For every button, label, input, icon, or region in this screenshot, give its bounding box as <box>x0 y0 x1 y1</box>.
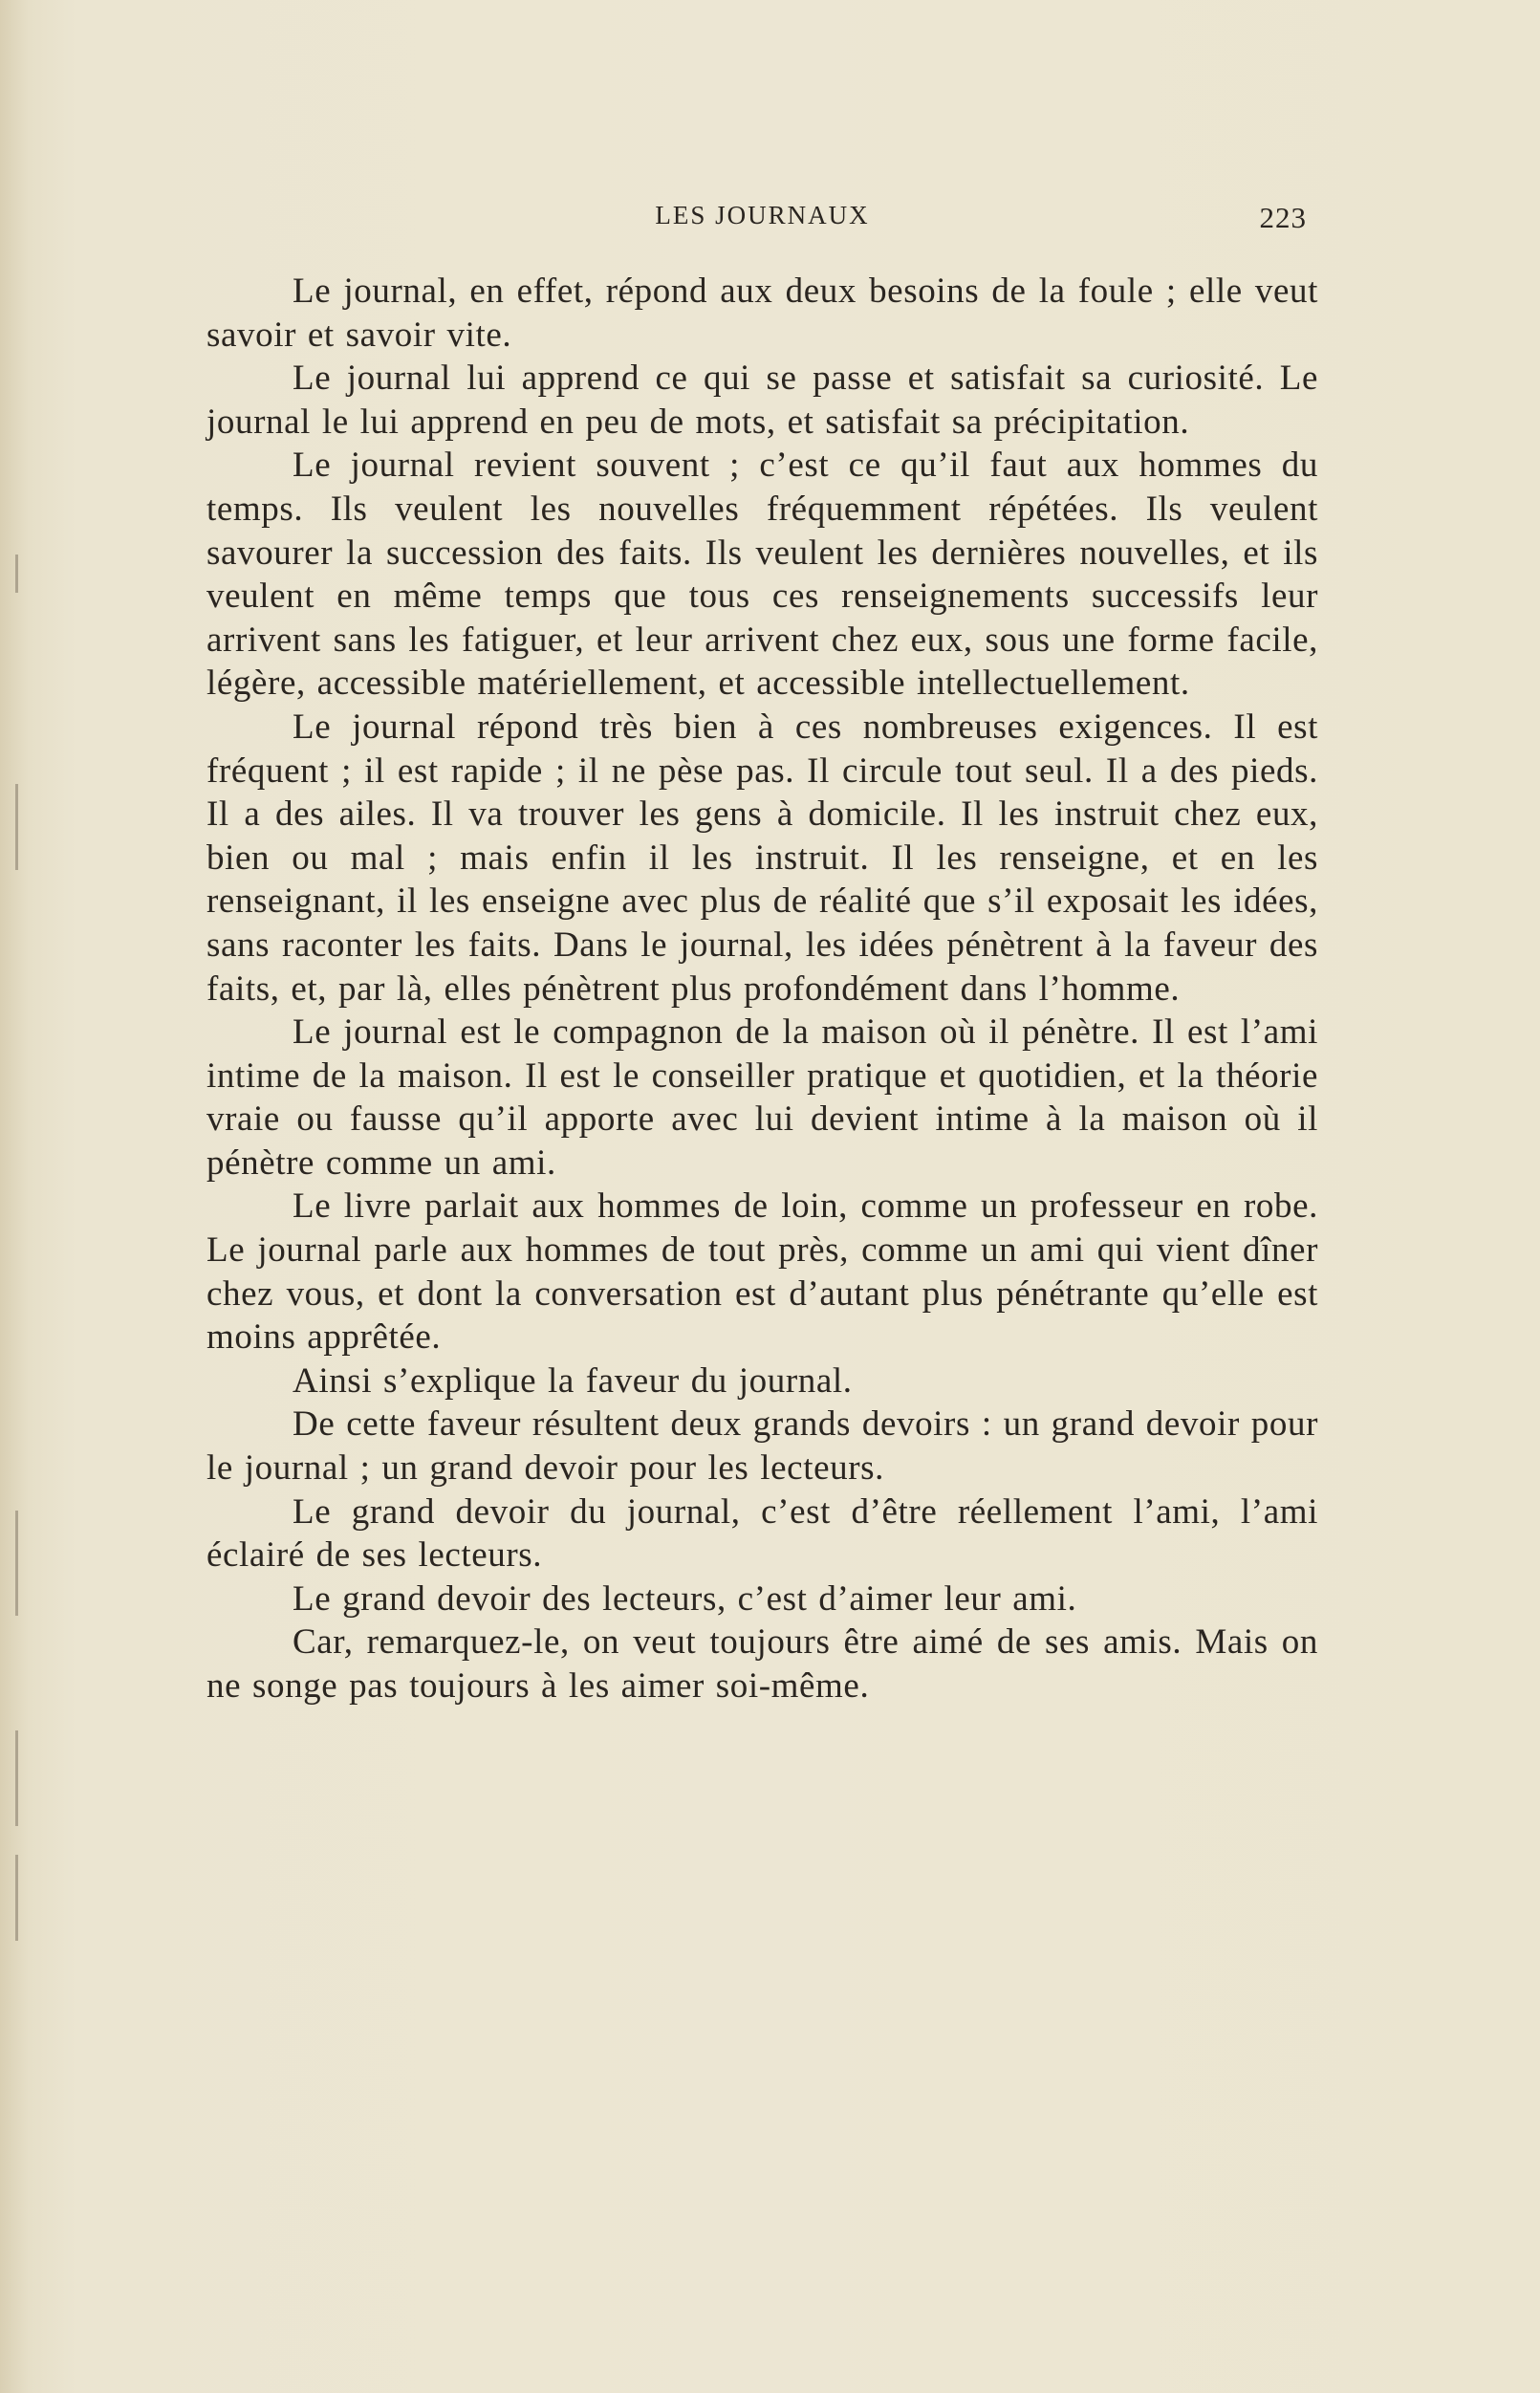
paragraph: Le journal revient souvent ; c’est ce qu’il faut aux hommes du temps. Ils veulent les nouvelles fréquemment répétées. Ils veulent savourer la succession des faits. Ils veulent les dernières nouvelles, et ils veulent en même temps que tous ces renseignements successifs leur arrivent sans les fatiguer, et leur arrivent chez eux, sous une forme facile, légère, accessible matériellement, et accessible intellectuellement. <box>206 446 1318 704</box>
running-title: LES JOURNAUX <box>655 201 870 229</box>
gutter-mark <box>15 1855 18 1941</box>
paragraph: Le livre parlait aux hommes de loin, comme un professeur en robe. Le journal parle aux hommes de tout près, comme un ami qui vient dîner chez vous, et dont la conversation est d’autant plus pénétrante qu’elle est moins apprêtée. <box>206 1186 1318 1358</box>
body-text <box>206 270 1318 1708</box>
paragraph: Le journal répond très bien à ces nombreuses exigences. Il est fréquent ; il est rapide ; il ne pèse pas. Il circule tout seul. Il a des pieds. Il a des ailes. Il va trouver les gens à domicile. Il les instruit chez eux, bien ou mal ; mais enfin il les instruit. Il les renseigne, et en les renseignant, il les enseigne avec plus de réalité que s’il exposait les idées, sans raconter les faits. Dans le journal, les idées pénètrent à la faveur des faits, et, par là, elles pénètrent plus profondément dans l’homme. <box>206 707 1318 1009</box>
running-head <box>206 201 1318 239</box>
gutter-mark <box>15 1730 18 1826</box>
gutter-mark <box>15 1511 18 1616</box>
paragraph: Car, remarquez-le, on veut toujours être aimé de ses amis. Mais on ne songe pas toujours à les aimer soi-même. <box>206 1622 1318 1706</box>
gutter-mark <box>15 784 18 870</box>
page-number: 223 <box>1259 201 1307 234</box>
paragraph: De cette faveur résultent deux grands devoirs : un grand devoir pour le journal ; un grand devoir pour les lecteurs. <box>206 1404 1318 1489</box>
gutter-mark <box>15 555 18 593</box>
paragraph: Le journal, en effet, répond aux deux besoins de la foule ; elle veut savoir et savoir vite. <box>206 272 1318 355</box>
paragraph: Le journal est le compagnon de la maison où il pénètre. Il est l’ami intime de la maison. Il est le conseiller pratique et quotidien, et la théorie vraie ou fausse qu’il apporte avec lui devient intime à la maison où il pénètre comme un ami. <box>206 1012 1318 1183</box>
paragraph: Le grand devoir du journal, c’est d’être réellement l’ami, l’ami éclairé de ses lecteurs. <box>206 1491 1318 1576</box>
paragraph: Le grand devoir des lecteurs, c’est d’aimer leur ami. <box>293 1578 1077 1619</box>
paragraph: Le journal lui apprend ce qui se passe et satisfait sa curiosité. Le journal le lui apprend en peu de mots, et satisfait sa précipitation. <box>206 359 1318 442</box>
gutter-marks <box>6 497 25 2314</box>
paragraph: Ainsi s’explique la faveur du journal. <box>293 1360 853 1401</box>
